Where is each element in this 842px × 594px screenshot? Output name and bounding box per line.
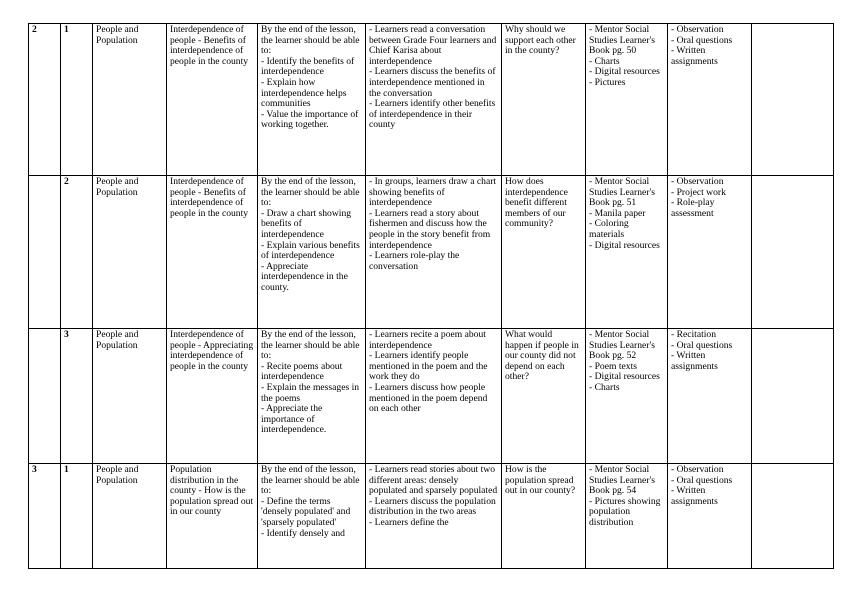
learning-outcomes-cell: By the end of the lesson, the learner should be able to: - Recite poems about interdependence - Explain the messages in the poems - Appreciate the importance of interdependence. [258,329,366,464]
inquiry-question-cell: What would happen if people in our county did not depend on each other? [502,329,586,464]
sub-strand-cell: Population distribution in the county - How is the population spread out in our county [167,464,258,569]
table-row [29,24,834,176]
learning-outcomes-cell: By the end of the lesson, the learner should be able to: - Define the terms 'densely populated' and 'sparsely populated' - Identify densely and [258,464,366,569]
lesson-cell: 2 [61,176,93,329]
table-row [29,464,834,569]
learning-experiences-cell: - Learners recite a poem about interdependence - Learners identify people mentioned in the poem and the work they do - Learners discuss how people mentioned in the poem depend on each other [366,329,502,464]
table-row [29,176,834,329]
strand-cell: People and Population [93,24,167,176]
inquiry-question-cell: How is the population spread out in our county? [502,464,586,569]
assessment-cell: - Observation - Project work - Role-play assessment [668,176,752,329]
week-cell [29,329,61,464]
remarks-cell [752,464,834,569]
assessment-cell: - Recitation - Oral questions - Written assignments [668,329,752,464]
table-row [29,329,834,464]
remarks-cell [752,176,834,329]
strand-cell: People and Population [93,176,167,329]
lesson-cell: 1 [61,464,93,569]
sub-strand-cell: Interdependence of people - Benefits of interdependence of people in the county [167,176,258,329]
remarks-cell [752,329,834,464]
assessment-cell: - Observation - Oral questions - Written assignments [668,24,752,176]
week-cell: 3 [29,464,61,569]
week-cell: 2 [29,24,61,176]
learning-outcomes-cell: By the end of the lesson, the learner should be able to: - Identify the benefits of interdependence - Explain how interdependence helps communities - Value the importance of working together. [258,24,366,176]
learning-outcomes-cell: By the end of the lesson, the learner should be able to: - Draw a chart showing benefits of interdependence - Explain various benefits of interdependence - Appreciate interdependence in the county. [258,176,366,329]
learning-resources-cell: - Mentor Social Studies Learner's Book pg. 54 - Pictures showing population distribution [586,464,668,569]
lesson-cell: 1 [61,24,93,176]
learning-experiences-cell: - In groups, learners draw a chart showing benefits of interdependence - Learners read a story about fishermen and discuss how the people in the story benefit from interdependence - Learners role-play the conversation [366,176,502,329]
learning-resources-cell: - Mentor Social Studies Learner's Book pg. 52 - Poem texts - Digital resources - Charts [586,329,668,464]
lesson-cell: 3 [61,329,93,464]
learning-experiences-cell: - Learners read stories about two different areas: densely populated and sparsely populated - Learners discuss the population distribution in the two areas - Learners define the [366,464,502,569]
strand-cell: People and Population [93,329,167,464]
sub-strand-cell: Interdependence of people - Benefits of interdependence of people in the county [167,24,258,176]
assessment-cell: - Observation - Oral questions - Written assignments [668,464,752,569]
sub-strand-cell: Interdependence of people - Appreciating interdependence of people in the county [167,329,258,464]
learning-resources-cell: - Mentor Social Studies Learner's Book pg. 50 - Charts - Digital resources - Pictures [586,24,668,176]
scheme-of-work-table [28,23,834,569]
strand-cell: People and Population [93,464,167,569]
week-cell [29,176,61,329]
learning-experiences-cell: - Learners read a conversation between Grade Four learners and Chief Karisa about interdependence - Learners discuss the benefits of interdependence mentioned in the conversation - Learners identify other benefits of interdependence in their county [366,24,502,176]
inquiry-question-cell: Why should we support each other in the county? [502,24,586,176]
learning-resources-cell: - Mentor Social Studies Learner's Book pg. 51 - Manila paper - Coloring materials - Digital resources [586,176,668,329]
remarks-cell [752,24,834,176]
inquiry-question-cell: How does interdependence benefit different members of our community? [502,176,586,329]
